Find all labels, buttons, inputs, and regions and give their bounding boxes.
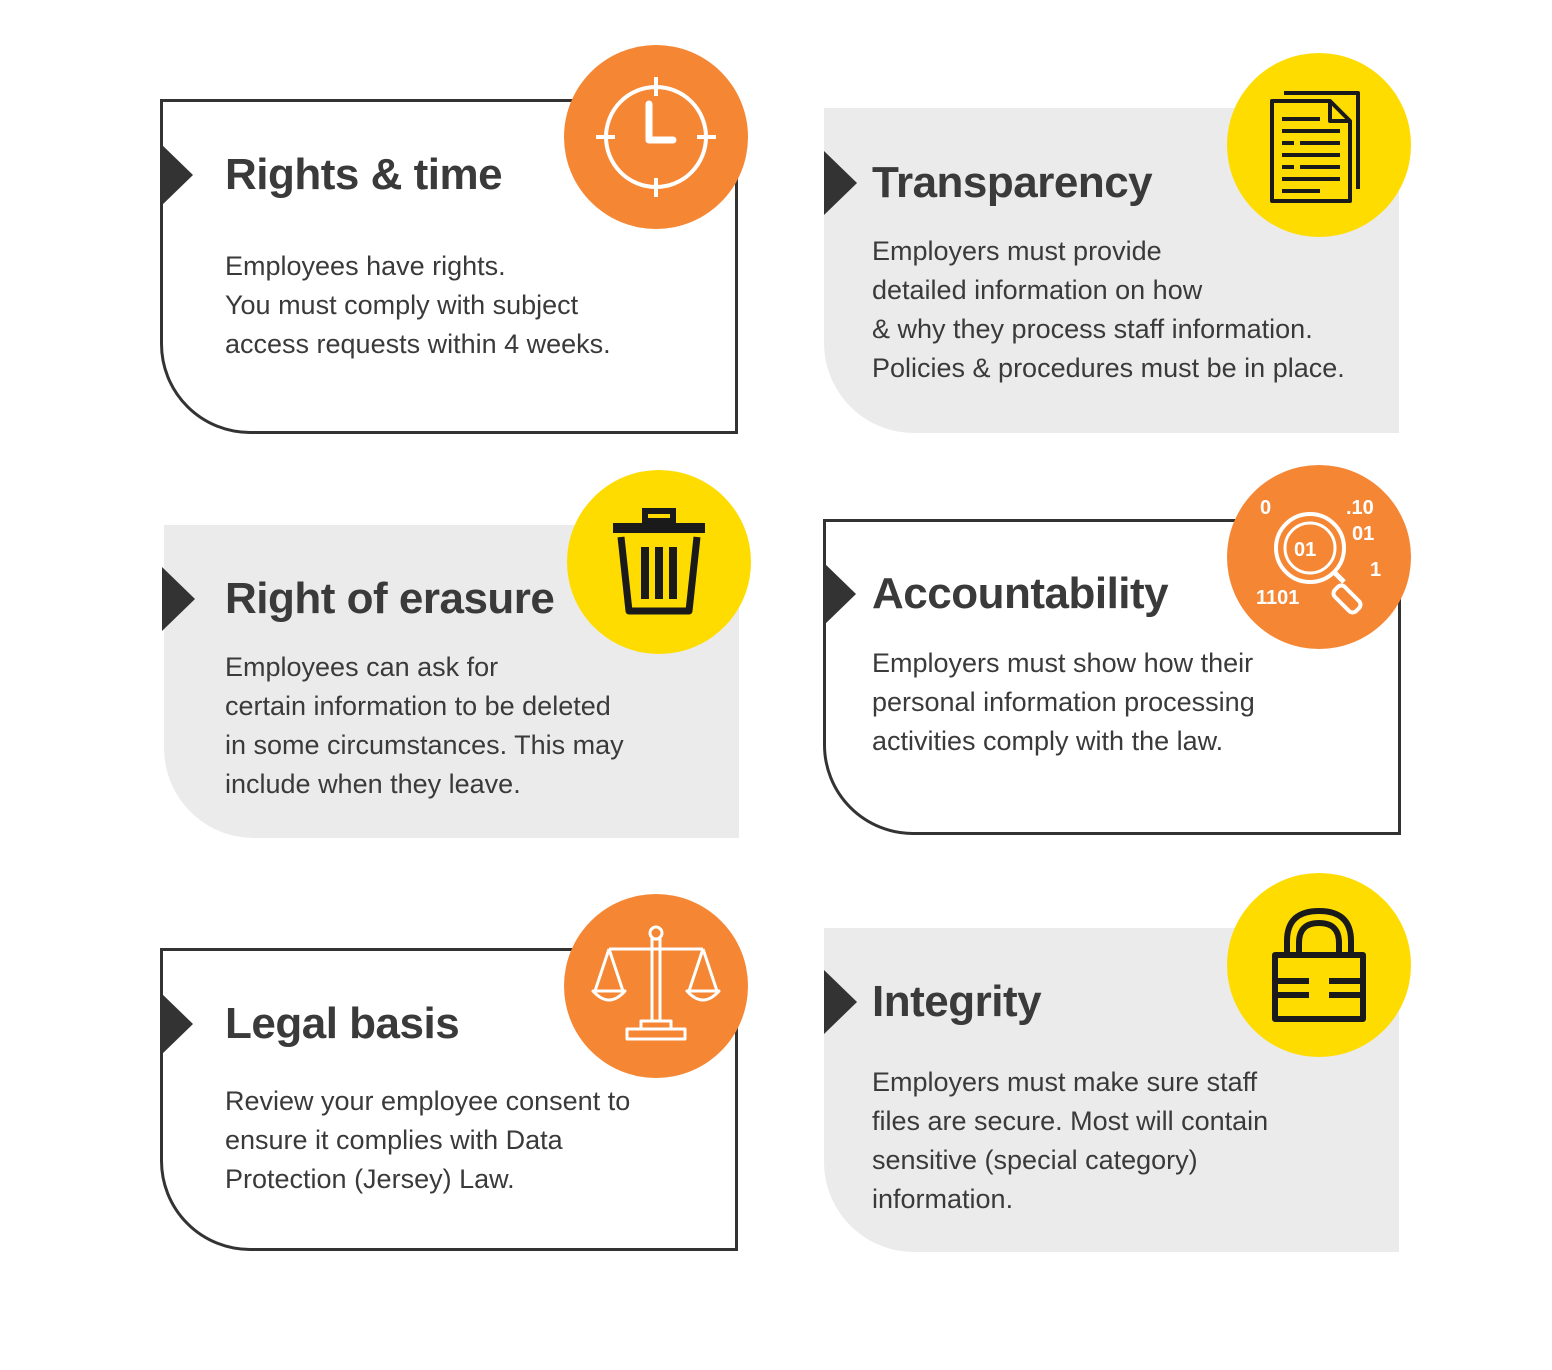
description-line: Employers must show how their [872, 648, 1254, 678]
padlock-icon [1269, 905, 1369, 1025]
description-line: Employers must make sure staff [872, 1067, 1258, 1097]
card-arrow-marker [824, 151, 857, 215]
description-line: in some circumstances. This may [225, 730, 624, 760]
document-icon [1264, 85, 1374, 205]
card-arrow-marker [162, 567, 195, 631]
description-line: ensure it complies with Data [225, 1125, 563, 1155]
padlock-icon-badge [1227, 873, 1411, 1057]
trash-icon [609, 507, 709, 617]
binary-digits: 01 [1352, 523, 1375, 545]
description-line: certain information to be deleted [225, 691, 611, 721]
description-line: activities comply with the law. [872, 726, 1224, 756]
card-arrow-marker [160, 143, 193, 207]
description-line: & why they process staff information. [872, 314, 1313, 344]
binary-digits: .10 [1346, 497, 1374, 519]
description-line: Employees can ask for [225, 652, 499, 682]
card-description [225, 247, 611, 364]
card-arrow-marker [824, 970, 857, 1034]
description-line: information. [872, 1184, 1014, 1214]
binary-digits: 1 [1370, 559, 1382, 581]
clock-icon-badge [564, 45, 748, 229]
description-line: include when they leave. [225, 769, 521, 799]
description-line: You must comply with subject [225, 290, 579, 320]
description-line: Employers must provide [872, 236, 1162, 266]
description-line: detailed information on how [872, 275, 1203, 305]
card-description [872, 232, 1345, 388]
card-description [225, 648, 624, 804]
binary-search-icon [1254, 492, 1384, 622]
trash-icon-badge [567, 470, 751, 654]
binary-search-icon-badge [1227, 465, 1411, 649]
document-icon-badge [1227, 53, 1411, 237]
scales-icon-badge [564, 894, 748, 1078]
clock-icon [591, 72, 721, 202]
description-line: Employees have rights. [225, 251, 506, 281]
description-line: personal information processing [872, 687, 1255, 717]
card-title: Accountability [872, 569, 1169, 618]
binary-digits: 1101 [1256, 587, 1300, 609]
card-description [872, 1063, 1268, 1219]
description-line: files are secure. Most will contain [872, 1106, 1269, 1136]
card-description [225, 1082, 630, 1199]
card-title: Right of erasure [225, 574, 555, 623]
binary-digits: 0 [1260, 497, 1272, 519]
card-title: Transparency [872, 158, 1153, 207]
card-title: Integrity [872, 977, 1042, 1026]
card-title: Rights & time [225, 150, 503, 199]
description-line: access requests within 4 weeks. [225, 329, 611, 359]
card-title: Legal basis [225, 999, 460, 1048]
card-description [872, 644, 1255, 761]
binary-digits: 01 [1294, 539, 1317, 561]
scales-icon [591, 921, 721, 1051]
description-line: sensitive (special category) [872, 1145, 1198, 1175]
description-line: Policies & procedures must be in place. [872, 353, 1345, 383]
card-arrow-marker [823, 562, 856, 626]
description-line: Protection (Jersey) Law. [225, 1164, 515, 1194]
card-arrow-marker [160, 992, 193, 1056]
description-line: Review your employee consent to [225, 1086, 631, 1116]
